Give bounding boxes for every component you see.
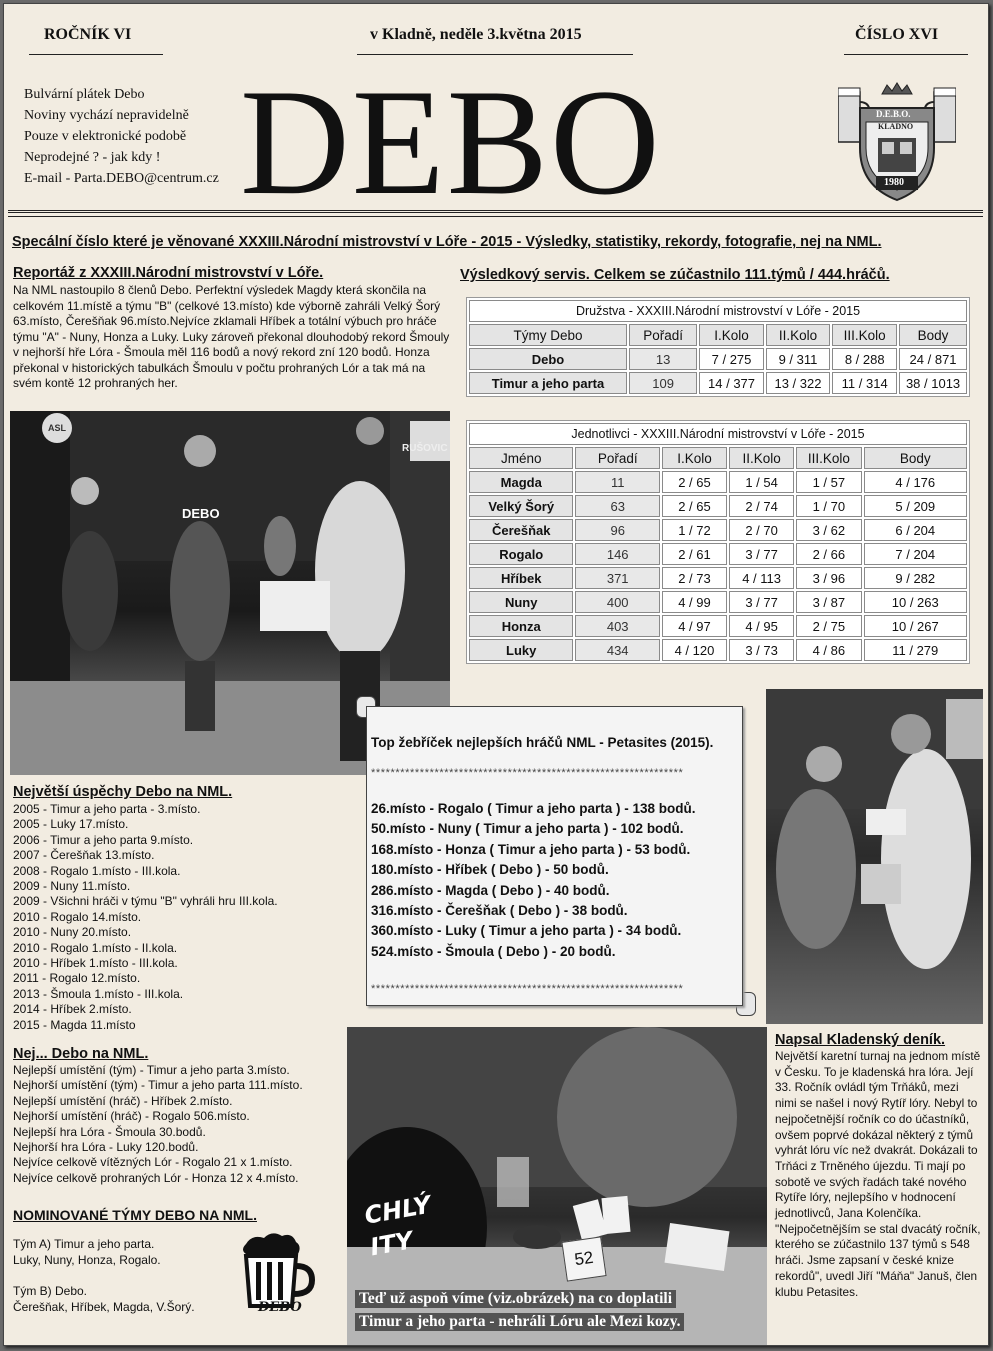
issue-label: ČÍSLO XVI (855, 26, 939, 43)
table-row (469, 639, 967, 661)
teams-header: II.Kolo (766, 324, 831, 346)
individuals-header: Pořadí (575, 447, 660, 469)
list-item: Nejhorší hra Lóra - Luky 120.bodů. (13, 1140, 199, 1155)
list-item: 50.místo - Nuny ( Timur a jeho parta ) - 102 bodů. (371, 821, 684, 837)
teams-header: Body (899, 324, 967, 346)
player-round: 1 / 57 (796, 471, 861, 493)
list-item: 2010 - Hříbek 1.místo - III.kola. (13, 956, 178, 971)
list-item: Nejlepší umístění (tým) - Timur a jeho parta 3.místo. (13, 1063, 290, 1077)
list-item: Nejhorší umístění (tým) - Timur a jeho parta 111.místo. (13, 1078, 303, 1093)
nominated-team-b: Tým B) Debo. (13, 1284, 88, 1298)
table-row (469, 372, 967, 394)
nominated-logo-text: DEBO (258, 1300, 302, 1315)
team-points: 24 / 871 (899, 348, 967, 370)
list-item: 2005 - Timur a jeho parta - 3.místo. (13, 802, 201, 816)
shirt-text: DEBO (182, 506, 220, 521)
records-title: Nej... Debo na NML. (13, 1046, 149, 1062)
nominated-team-a-players: Luky, Nuny, Honza, Rogalo. (13, 1253, 161, 1267)
player-name: Rogalo (469, 543, 573, 565)
player-round: 2 / 70 (729, 519, 794, 541)
player-name: Magda (469, 471, 573, 493)
team-points: 38 / 1013 (899, 372, 967, 394)
logo-year: 1980 (884, 177, 904, 188)
award-photo (766, 689, 983, 1024)
player-round: 4 / 86 (796, 639, 861, 661)
team-round: 11 / 314 (832, 372, 897, 394)
table-row (469, 591, 967, 613)
teams-header: Týmy Debo (469, 324, 627, 346)
table-row (469, 543, 967, 565)
beer-mug-icon (232, 1230, 322, 1322)
logo-city: KLADNO (878, 122, 914, 131)
ranking-scroll (356, 696, 756, 1016)
info-line: Noviny vychází nepravidelně (24, 108, 189, 123)
table-row (469, 519, 967, 541)
player-round: 3 / 96 (796, 567, 861, 589)
report-text: Na NML nastoupilo 8 členů Debo. Perfektní výsledek Magdy která skončila na celkovém 11.místě a týmu "B" (celkové 13.místo) kde výborně zahráli Velký Šorý 63.místo, Čerešňak 96.místo.Nejvíce zklamali Hříbek a totální výbuch pro hráče týmu "A" - Nuny, Honza a Luky. Luky zároveň překonal dlouhodobý rekord Šmouly v nejhorší hře Lóra - Šmoula měl 116 bodů a nový rekord zní 120 bodů. Honza překonal v historických tabulkách Šmoulu v počtu prohraných Lór a tak má na svém kontě 12 prohraných her. (13, 283, 450, 390)
list-item: 2010 - Rogalo 14.místo. (13, 909, 142, 924)
table-row (469, 348, 967, 370)
player-name: Luky (469, 639, 573, 661)
player-round: 3 / 73 (729, 639, 794, 661)
player-rank: 146 (575, 543, 660, 565)
player-round: 4 / 113 (729, 567, 794, 589)
list-item: 2008 - Rogalo 1.místo - III.kola. (13, 863, 181, 878)
list-item: Nejhorší umístění (hráč) - Rogalo 506.místo. (13, 1109, 250, 1124)
header-rule-right (844, 54, 968, 55)
list-item: Nejvíce celkově vítězných Lór - Rogalo 21 x 1.místo. (13, 1155, 293, 1170)
ranking-title: Top žebříček nejlepších hráčů NML - Petasites (2015). (371, 735, 714, 750)
individuals-header: I.Kolo (662, 447, 727, 469)
individuals-header: III.Kolo (796, 447, 861, 469)
stage-sign-right: RUŠOVIC (402, 443, 448, 454)
ranking-body (366, 706, 743, 1006)
nominated-team-a: Tým A) Timur a jeho parta. (13, 1237, 155, 1251)
player-points: 10 / 267 (864, 615, 967, 637)
teams-caption: Družstva - XXXIII.Národní mistrovství v Lóře - 2015 (469, 300, 967, 322)
photo-caption-line2: Timur a jeho parta - nehráli Lóru ale Mezi kozy. (355, 1313, 684, 1331)
team-round: 14 / 377 (699, 372, 763, 394)
teams-table (466, 297, 970, 397)
player-name: Velký Šorý (469, 495, 573, 517)
player-round: 3 / 62 (796, 519, 861, 541)
nominated-title: NOMINOVANÉ TÝMY DEBO NA NML. (13, 1207, 257, 1223)
list-item: 524.místo - Šmoula ( Debo ) - 20 bodů. (371, 943, 616, 959)
table-row (469, 471, 967, 493)
masthead-rule (8, 210, 983, 213)
player-round: 2 / 74 (729, 495, 794, 517)
player-name: Honza (469, 615, 573, 637)
individuals-header: II.Kolo (729, 447, 794, 469)
player-points: 10 / 263 (864, 591, 967, 613)
info-line: Neprodejné ? - jak kdy ! (24, 150, 161, 165)
table-row (469, 567, 967, 589)
card-number-sign: 52 (561, 1236, 606, 1281)
player-round: 2 / 66 (796, 543, 861, 565)
player-round: 2 / 73 (662, 567, 727, 589)
list-item: 360.místo - Luky ( Timur a jeho parta ) - 34 bodů. (371, 923, 682, 939)
successes-title: Největší úspěchy Debo na NML. (13, 784, 233, 800)
coat-of-arms-icon (838, 80, 956, 202)
teams-header: I.Kolo (699, 324, 763, 346)
player-round: 2 / 65 (662, 471, 727, 493)
player-rank: 371 (575, 567, 660, 589)
results-title: Výsledkový servis. Celkem se zúčastnilo 111.týmů / 444.hráčů. (460, 267, 890, 283)
player-round: 1 / 72 (662, 519, 727, 541)
player-round: 4 / 95 (729, 615, 794, 637)
player-name: Nuny (469, 591, 573, 613)
info-block (24, 84, 234, 189)
report-title: Reportáž z XXXIII.Národní mistrovství v Lóře. (13, 265, 324, 281)
player-round: 2 / 61 (662, 543, 727, 565)
player-name: Čerešňak (469, 519, 573, 541)
player-rank: 63 (575, 495, 660, 517)
player-points: 4 / 176 (864, 471, 967, 493)
individuals-table-wrap (466, 420, 970, 664)
info-email: E-mail - Parta.DEBO@centrum.cz (24, 171, 219, 186)
table-row (469, 615, 967, 637)
team-round: 8 / 288 (832, 348, 897, 370)
team-name: Debo (469, 348, 627, 370)
header-rule-center (357, 54, 633, 55)
player-points: 6 / 204 (864, 519, 967, 541)
masthead-title: DEBO (240, 58, 662, 226)
list-item: 2006 - Timur a jeho parta 9.místo. (13, 832, 194, 847)
team-rank: 13 (629, 348, 697, 370)
list-item: 2011 - Rogalo 12.místo. (13, 971, 141, 986)
player-rank: 434 (575, 639, 660, 661)
player-round: 4 / 120 (662, 639, 727, 661)
player-points: 5 / 209 (864, 495, 967, 517)
list-item: 2007 - Čerešňak 13.místo. (13, 848, 155, 863)
list-item: 316.místo - Čerešňak ( Debo ) - 38 bodů. (371, 903, 628, 919)
list-item: 2009 - Nuny 11.místo. (13, 879, 131, 894)
player-points: 9 / 282 (864, 567, 967, 589)
list-item: 286.místo - Magda ( Debo ) - 40 bodů. (371, 882, 610, 898)
photo-caption-line1: Teď už aspoň víme (viz.obrázek) na co doplatili (355, 1290, 676, 1308)
individuals-caption: Jednotlivci - XXXIII.Národní mistrovství v Lóře - 2015 (469, 423, 967, 445)
list-item: Nejvíce celkově prohraných Lór - Honza 12 x 4.místo. (13, 1170, 299, 1185)
ranking-list (371, 799, 696, 962)
list-item: 2013 - Šmoula 1.místo - III.kola. (13, 986, 184, 1001)
list-item: 2010 - Nuny 20.místo. (13, 925, 132, 940)
denik-title: Napsal Kladenský deník. (775, 1032, 946, 1048)
ranking-divider: **************************************************************** (371, 983, 684, 995)
player-rank: 400 (575, 591, 660, 613)
shirt-lettering: CHLÝ ITY (362, 1190, 433, 1262)
date-label: v Kladně, neděle 3.května 2015 (370, 26, 582, 43)
player-round: 3 / 77 (729, 591, 794, 613)
list-item: 26.místo - Rogalo ( Timur a jeho parta ) - 138 bodů. (371, 801, 696, 816)
stage-sign-left: ASL (42, 413, 72, 443)
denik-text: Největší karetní turnaj na jednom místě v Česku. To je kladenská hra lóra. Její 33. Ročník ovládl tým Trňáků, mezi nimi se našel i nový Rytíř lóry. Nebyl to nejpočetnější ročník co do účastníků, ovšem poprvé dokázal některý z týmů vyhrát lóru víc než dvakrát. Dokázali to Trňáci z Trněného újezdu. Ti mají po sobotě ve svých řadách také nového Rytíře lóry, nejlepšího v hodnocení jednotlivců, Jana Kolenčíka. "Nejpočetnějším se stal dvacátý ročník, kterého se zúčastnilo 137 týmů s 548 hráči. Jsme zapsaní v české knize rekordů", uvedl Jiří "Máňa" Januš, člen klubu Petasites. (775, 1049, 981, 1299)
ranking-divider: **************************************************************** (371, 767, 684, 779)
player-rank: 11 (575, 471, 660, 493)
player-round: 1 / 54 (729, 471, 794, 493)
list-item: Nejlepší hra Lóra - Šmoula 30.bodů. (13, 1124, 206, 1139)
team-rank: 109 (629, 372, 697, 394)
successes-list (13, 802, 278, 1033)
player-round: 1 / 70 (796, 495, 861, 517)
player-round: 3 / 77 (729, 543, 794, 565)
list-item: 2005 - Luky 17.místo. (13, 817, 129, 832)
teams-header: Pořadí (629, 324, 697, 346)
player-round: 2 / 75 (796, 615, 861, 637)
list-item: 2010 - Rogalo 1.místo - II.kola. (13, 940, 178, 955)
teams-header: III.Kolo (832, 324, 897, 346)
player-round: 2 / 65 (662, 495, 727, 517)
nominated-team-b-players: Čerešňak, Hříbek, Magda, V.Šorý. (13, 1300, 195, 1314)
individuals-header: Jméno (469, 447, 573, 469)
special-issue-banner: Specální číslo které je věnované XXXIII.Národní mistrovství v Lóře - 2015 - Výsledky, statistiky, rekordy, fotografie, nej na NML. (12, 234, 882, 250)
team-name: Timur a jeho parta (469, 372, 627, 394)
volume-label: ROČNÍK VI (44, 26, 132, 43)
player-name: Hříbek (469, 567, 573, 589)
individuals-header: Body (864, 447, 967, 469)
masthead-rule-thin (8, 216, 983, 217)
player-round: 4 / 97 (662, 615, 727, 637)
player-rank: 96 (575, 519, 660, 541)
team-round: 7 / 275 (699, 348, 763, 370)
player-points: 11 / 279 (864, 639, 967, 661)
cards-photo (347, 1027, 767, 1345)
list-item: 2014 - Hříbek 2.místo. (13, 1002, 132, 1017)
player-round: 4 / 99 (662, 591, 727, 613)
player-points: 7 / 204 (864, 543, 967, 565)
records-list (13, 1063, 303, 1186)
player-rank: 403 (575, 615, 660, 637)
individuals-table (466, 420, 970, 664)
list-item: 2015 - Magda 11.místo (13, 1017, 136, 1032)
list-item: 180.místo - Hříbek ( Debo ) - 50 bodů. (371, 862, 609, 878)
team-round: 13 / 322 (766, 372, 831, 394)
team-round: 9 / 311 (766, 348, 831, 370)
header-rule-left (29, 54, 163, 55)
list-item: 168.místo - Honza ( Timur a jeho parta ) - 53 bodů. (371, 841, 691, 857)
info-line: Bulvární plátek Debo (24, 87, 145, 102)
logo-top-text: D.E.B.O. (876, 109, 911, 119)
teams-table-wrap (466, 297, 970, 397)
table-row (469, 495, 967, 517)
info-line: Pouze v elektronické podobě (24, 129, 187, 144)
player-round: 3 / 87 (796, 591, 861, 613)
list-item: Nejlepší umístění (hráč) - Hříbek 2.místo. (13, 1093, 233, 1108)
newspaper-page (3, 3, 989, 1346)
list-item: 2009 - Všichni hráči v týmu "B" vyhráli hru III.kola. (13, 894, 278, 909)
